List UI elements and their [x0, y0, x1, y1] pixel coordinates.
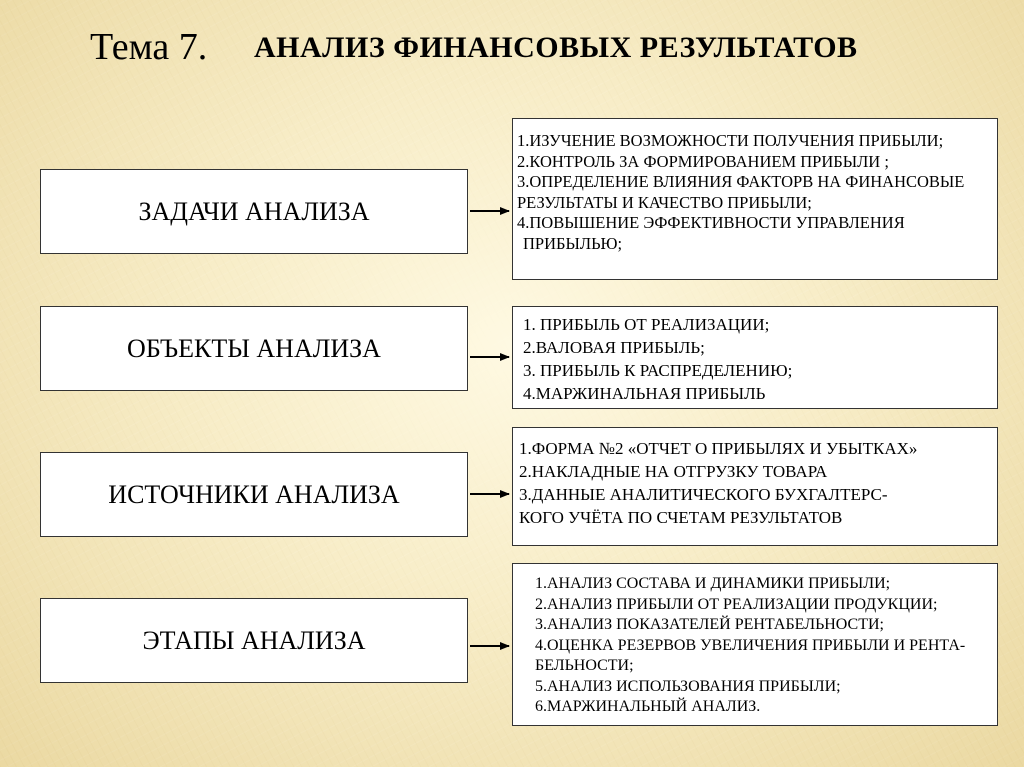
slide-title [90, 22, 990, 72]
list-item: 2.АНАЛИЗ ПРИБЫЛИ ОТ РЕАЛИЗАЦИИ ПРОДУКЦИИ; [535, 595, 938, 613]
analysis-objects-list [512, 306, 998, 409]
list-item: 4.ОЦЕНКА РЕЗЕРВОВ УВЕЛИЧЕНИЯ ПРИБЫЛИ И РЕНТА- [535, 636, 966, 654]
list-item: РЕЗУЛЬТАТЫ И КАЧЕСТВО ПРИБЫЛИ; [517, 192, 812, 212]
list-item: 2.КОНТРОЛЬ ЗА ФОРМИРОВАНИЕМ ПРИБЫЛИ ; [517, 151, 889, 171]
list-item: 4.ПОВЫШЕНИЕ ЭФФЕКТИВНОСТИ УПРАВЛЕНИЯ [517, 213, 905, 232]
analysis-sources-box [40, 452, 468, 537]
analysis-stages-label: ЭТАПЫ АНАЛИЗА [142, 625, 366, 655]
list-item: 2.НАКЛАДНЫЕ НА ОТГРУЗКУ ТОВАРА [519, 462, 828, 481]
list-item: 1. ПРИБЫЛЬ ОТ РЕАЛИЗАЦИИ; [523, 315, 770, 334]
analysis-objects-box [40, 306, 468, 391]
analysis-stages-list [512, 563, 998, 726]
analysis-sources-label: ИСТОЧНИКИ АНАЛИЗА [108, 479, 400, 509]
analysis-sources-list [512, 427, 998, 546]
topic-title: АНАЛИЗ ФИНАНСОВЫХ РЕЗУЛЬТАТОВ [254, 31, 858, 64]
list-item: 2.ВАЛОВАЯ ПРИБЫЛЬ; [523, 338, 705, 357]
list-item: 1.АНАЛИЗ СОСТАВА И ДИНАМИКИ ПРИБЫЛИ; [535, 575, 891, 592]
list-item: 1.ИЗУЧЕНИЕ ВОЗМОЖНОСТИ ПОЛУЧЕНИЯ ПРИБЫЛИ; [517, 131, 944, 150]
list-item: ПРИБЫЛЬЮ; [523, 233, 623, 253]
list-item: 3.АНАЛИЗ ПОКАЗАТЕЛЕЙ РЕНТАБЕЛЬНОСТИ; [535, 616, 884, 633]
analysis-tasks-list [512, 118, 998, 280]
list-item: 5.АНАЛИЗ ИСПОЛЬЗОВАНИЯ ПРИБЫЛИ; [535, 677, 841, 695]
list-item: КОГО УЧЁТА ПО СЧЕТАМ РЕЗУЛЬТАТОВ [519, 508, 843, 527]
list-item: 3. ПРИБЫЛЬ К РАСПРЕДЕЛЕНИЮ; [523, 361, 793, 380]
analysis-stages-box [40, 598, 468, 683]
analysis-objects-label: ОБЪЕКТЫ АНАЛИЗА [127, 333, 381, 363]
list-item: 4.МАРЖИНАЛЬНАЯ ПРИБЫЛЬ [523, 384, 766, 403]
analysis-tasks-box [40, 169, 468, 254]
list-item: БЕЛЬНОСТИ; [535, 657, 634, 674]
list-item: 1.ФОРМА №2 «ОТЧЕТ О ПРИБЫЛЯХ И УБЫТКАХ» [519, 439, 918, 458]
topic-number: Тема 7. [90, 26, 208, 68]
list-item: 6.МАРЖИНАЛЬНЫЙ АНАЛИЗ. [535, 698, 761, 715]
analysis-tasks-label: ЗАДАЧИ АНАЛИЗА [138, 196, 370, 226]
list-item: 3.ОПРЕДЕЛЕНИЕ ВЛИЯНИЯ ФАКТОРВ НА ФИНАНСОВЫЕ [517, 172, 965, 191]
list-item: 3.ДАННЫЕ АНАЛИТИЧЕСКОГО БУХГАЛТЕРС- [519, 485, 888, 504]
